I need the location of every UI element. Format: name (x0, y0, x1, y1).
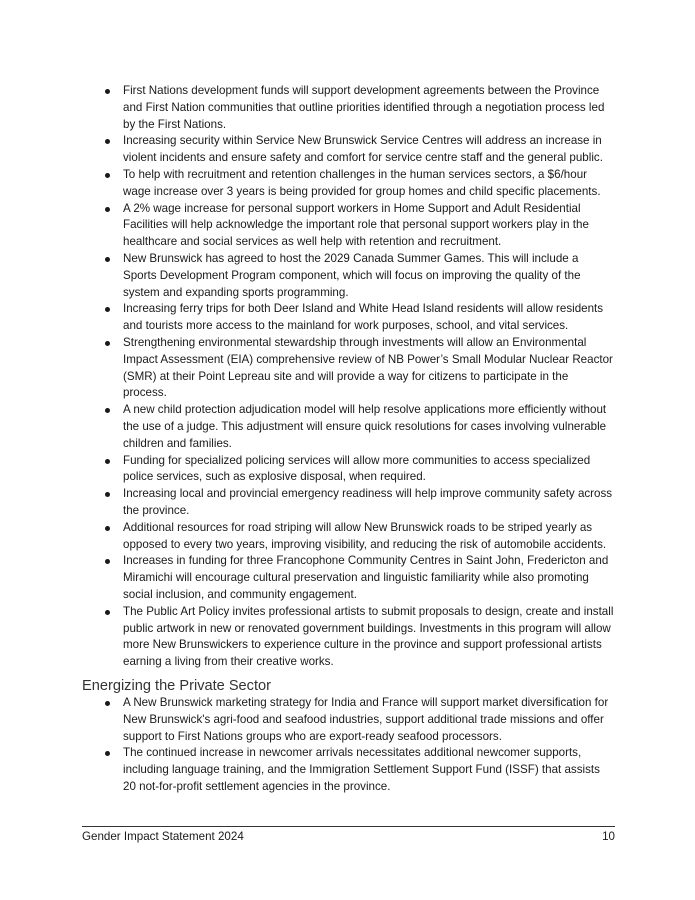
bullet-list (100, 83, 615, 671)
list-item: Increasing local and provincial emergency readiness will help improve community safety across the province. (100, 486, 615, 520)
list-item: Funding for specialized policing services will allow more communities to access specialized police services, such as explosive disposal, when required. (100, 453, 615, 487)
section-bullet-list (100, 695, 615, 796)
list-item: New Brunswick has agreed to host the 2029 Canada Summer Games. This will include a Sports Development Program component, which will focus on improving the quality of the system and expanding sports programming. (100, 251, 615, 301)
list-item: Increasing ferry trips for both Deer Island and White Head Island residents will allow residents and tourists more access to the mainland for work purposes, school, and vital services. (100, 301, 615, 335)
list-item: The continued increase in newcomer arrivals necessitates additional newcomer supports, including language training, and the Immigration Settlement Support Fund (ISSF) that assists 20 not-for-profit settlement agencies in the province. (100, 745, 615, 795)
list-item: Increases in funding for three Francophone Community Centres in Saint John, Fredericton and Miramichi will encourage cultural preservation and linguistic familiarity while also promoting social inclusion, and community engagement. (100, 553, 615, 603)
list-item: A new child protection adjudication model will help resolve applications more efficiently without the use of a judge. This adjustment will ensure quick resolutions for cases involving vulnerable children and families. (100, 402, 615, 452)
list-item: A 2% wage increase for personal support workers in Home Support and Adult Residential Facilities will help acknowledge the important role that personal support workers play in the healthcare and social services as well help with retention and recruitment. (100, 201, 615, 251)
list-item: A New Brunswick marketing strategy for India and France will support market diversification for New Brunswick's agri-food and seafood industries, support additional trade missions and offer support to First Nations groups who are export-ready seafood processors. (100, 695, 615, 745)
list-item: Strengthening environmental stewardship through investments will allow an Environmental Impact Assessment (EIA) comprehensive review of NB Power’s Small Modular Nuclear Reactor (SMR) at their Point Lepreau site and will provide a way for citizens to participate in the process. (100, 335, 615, 402)
list-item: To help with recruitment and retention challenges in the human services sectors, a $6/hour wage increase over 3 years is being provided for group homes and child specific placements. (100, 167, 615, 201)
list-item: First Nations development funds will support development agreements between the Province and First Nation communities that outline priorities identified through a negotiation process led by the First Nations. (100, 83, 615, 133)
list-item: The Public Art Policy invites professional artists to submit proposals to design, create and install public artwork in new or renovated government buildings. Investments in this program will allow more New Brunswickers to experience culture in the province and support professional artists earning a living from their creative works. (100, 604, 615, 671)
footer-divider (82, 826, 615, 827)
section-heading: Energizing the Private Sector (82, 678, 272, 694)
footer-page-number: 10 (602, 830, 615, 843)
list-item: Additional resources for road striping will allow New Brunswick roads to be striped yearly as opposed to every two years, improving visibility, and reducing the risk of automobile accidents. (100, 520, 615, 554)
footer-document-title: Gender Impact Statement 2024 (82, 830, 244, 843)
list-item: Increasing security within Service New Brunswick Service Centres will address an increase in violent incidents and ensure safety and comfort for service centre staff and the general public. (100, 133, 615, 167)
